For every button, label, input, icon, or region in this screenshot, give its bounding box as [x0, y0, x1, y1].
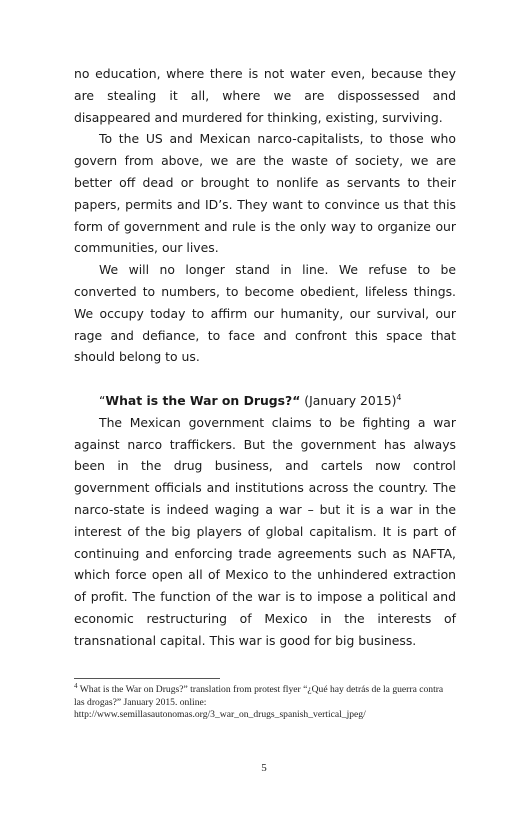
- page-number: 5: [261, 762, 267, 774]
- heading-date: (January 2015): [300, 392, 397, 408]
- footnote: [74, 681, 456, 722]
- section-heading: [74, 390, 456, 412]
- section-gap: [74, 368, 456, 390]
- heading-open-quote: “: [99, 392, 106, 408]
- heading-title: What is the War on Drugs?“: [105, 392, 301, 408]
- page-body: [74, 63, 456, 652]
- footnote-number: 4: [74, 681, 78, 690]
- paragraph-4: The Mexican government claims to be fighting a war against narco traffickers. But the government has always been in the drug business, and cartels now control government officials and institutions across the country. The narco-state is indeed waging a war – but it is a war in the interest of the big players of global capitalism. It is part of continuing and enforcing trade agreements such as NAFTA, which force open all of Mexico to the unhindered extraction of profit. The function of the war is to impose a political and economic restructuring of Mexico in the interests of transnational capital. This war is good for big business.: [74, 414, 456, 648]
- footnote-divider: [74, 678, 220, 679]
- paragraph-2: To the US and Mexican narco-capitalists, to those who govern from above, we are the waste of society, we are better off dead or brought to nonlife as servants to their papers, permits and ID’s. They want to convince us that this form of government and rule is the only way to organize our communities, our lives.: [74, 131, 456, 256]
- footnote-text: What is the War on Drugs?” translation from protest flyer “¿Qué hay detrás de la guerra contra las drogas?” January 2015. online: http://www.semillasautonomas.org/3_war_on_drugs_spanish_vertical_jpeg/: [74, 684, 444, 720]
- footnote-ref[interactable]: 4: [396, 392, 402, 402]
- paragraph-1: no education, where there is not water even, because they are stealing it all, where we are dispossessed and disappeared and murdered for thinking, existing, surviving.: [74, 66, 456, 125]
- paragraph-3: We will no longer stand in line. We refuse to be converted to numbers, to become obedient, lifeless things. We occupy today to affirm our humanity, our survival, our rage and defiance, to face and confront this space that should belong to us.: [74, 262, 456, 365]
